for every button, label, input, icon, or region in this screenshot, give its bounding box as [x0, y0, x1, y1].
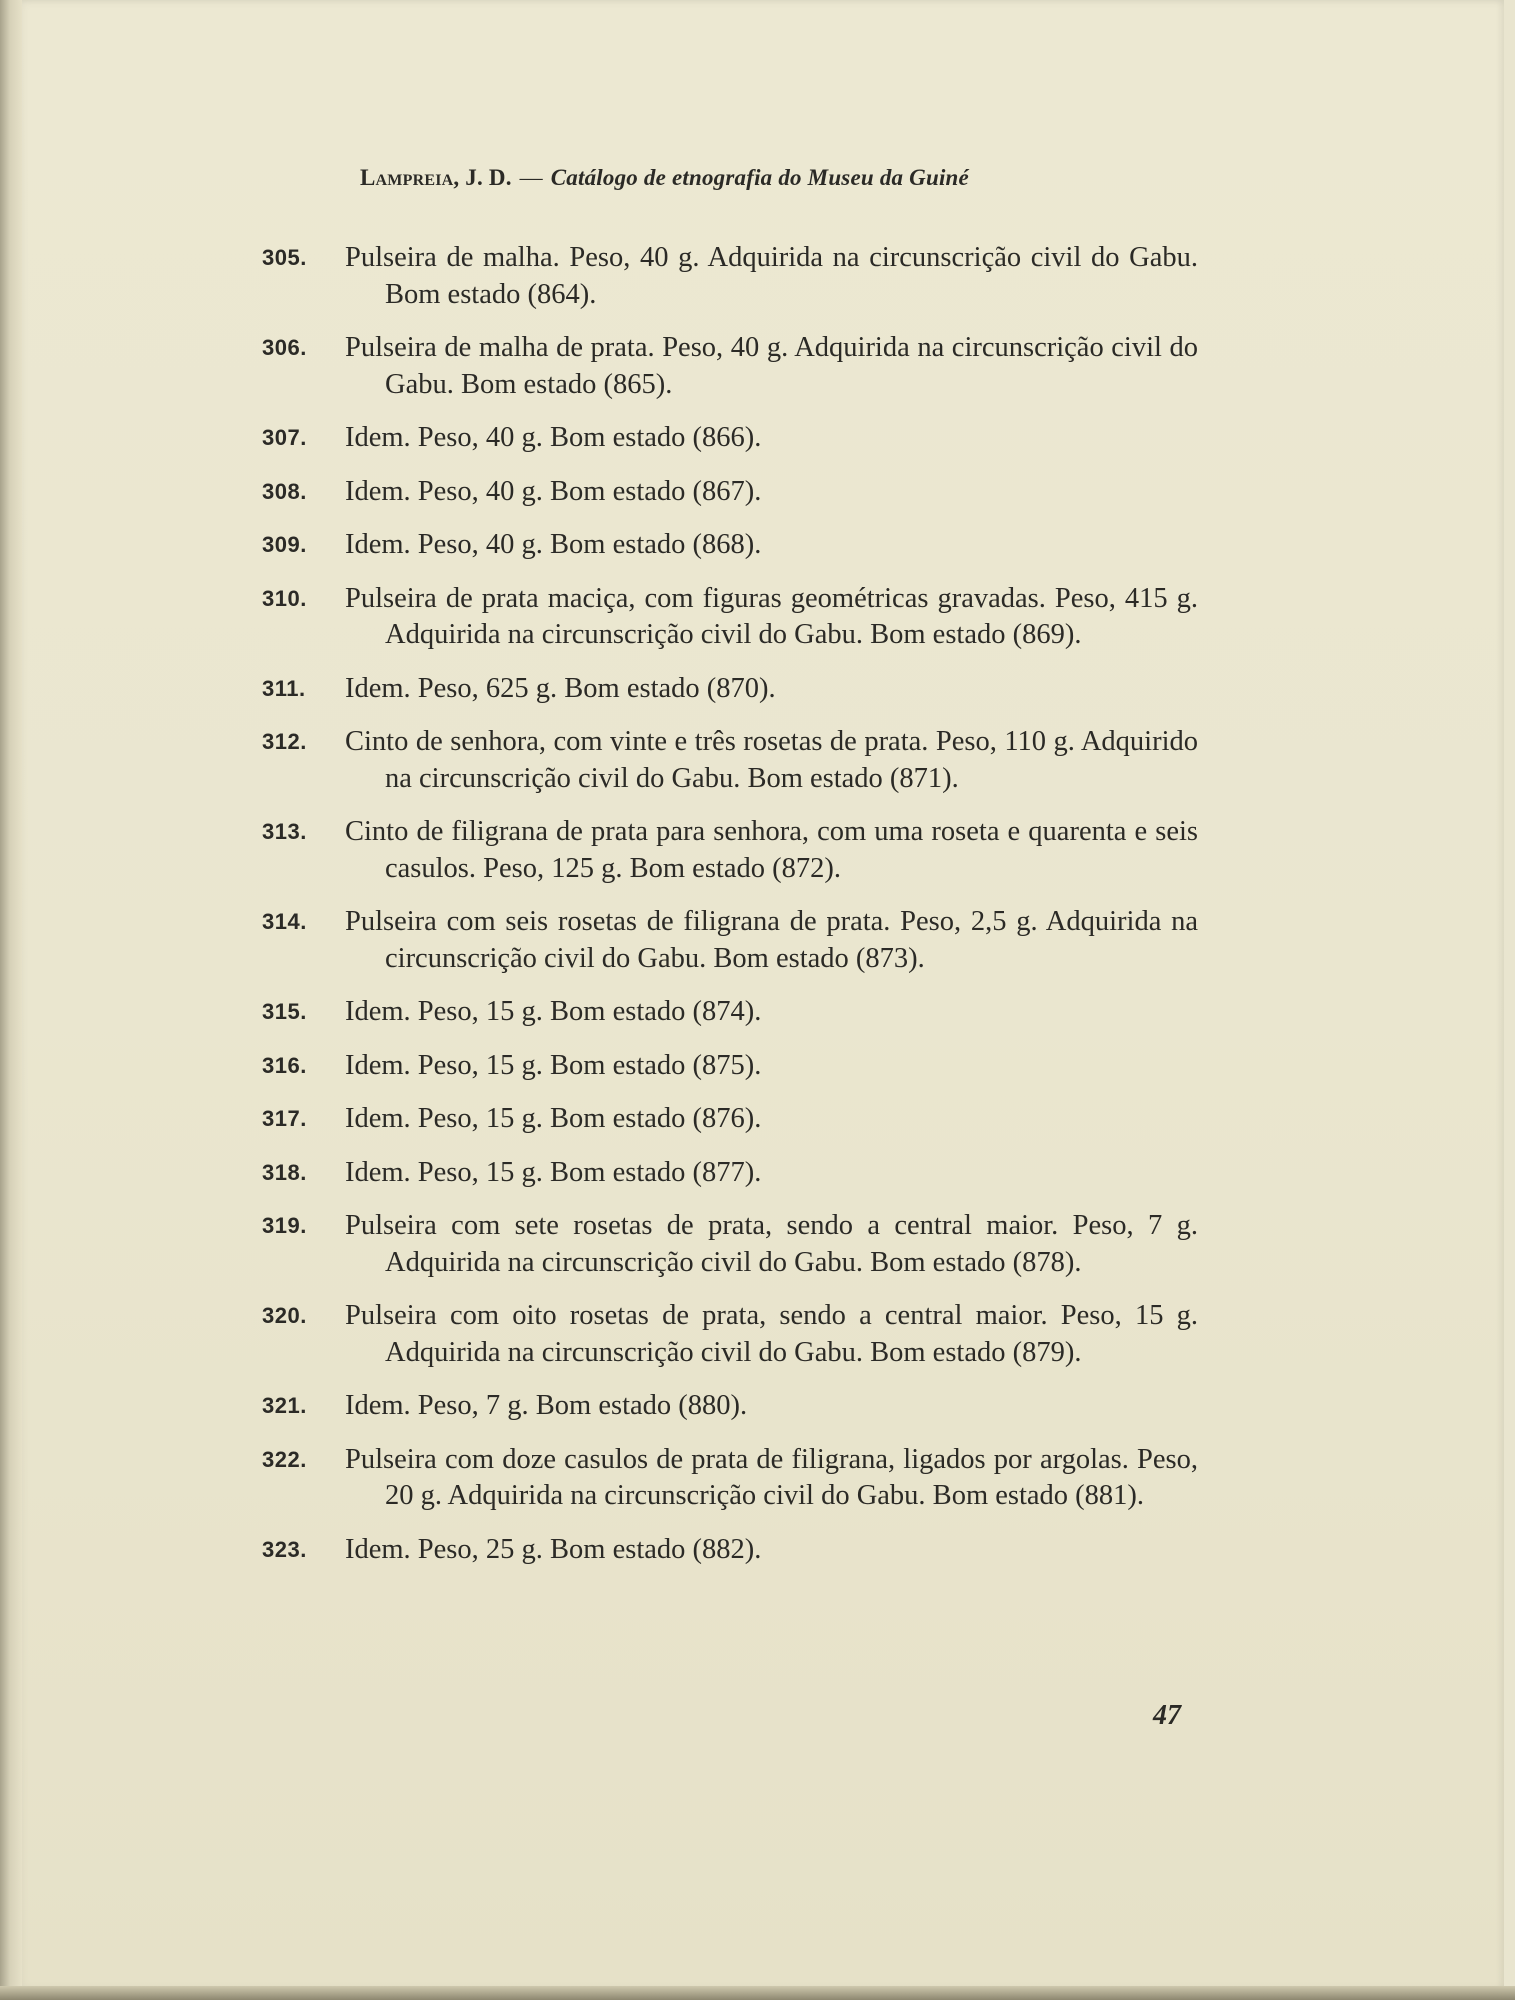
catalog-entry [258, 474, 1198, 511]
catalog-entry [258, 330, 1198, 403]
catalog-entry [258, 994, 1198, 1031]
entry-text: Idem. Peso, 15 g. Bom estado (876). [345, 1103, 762, 1134]
entry-number: 313. [262, 819, 307, 844]
entry-number: 320. [262, 1303, 307, 1328]
entry-text: Pulseira com oito rosetas de prata, sendo a central maior. Peso, 15 g. Adquirida na circunscrição civil do Gabu. Bom estado (879). [345, 1300, 1198, 1368]
catalog-entry [258, 420, 1198, 457]
entry-text: Idem. Peso, 15 g. Bom estado (874). [345, 996, 762, 1027]
entry-number: 323. [262, 1536, 307, 1562]
running-header [360, 165, 1090, 191]
entry-number: 306. [262, 335, 307, 360]
header-author: Lampreia, J. D. [360, 165, 512, 190]
entry-number: 318. [262, 1159, 307, 1185]
header-separator: — [519, 165, 543, 190]
entry-text: Pulseira de prata maciça, com figuras geométricas gravadas. Peso, 415 g. Adquirida na circunscrição civil do Gabu. Bom estado (869). [345, 582, 1198, 650]
entry-text: Idem. Peso, 40 g. Bom estado (868). [345, 529, 762, 560]
entry-text: Idem. Peso, 7 g. Bom estado (880). [345, 1390, 748, 1421]
entry-number: 314. [262, 909, 307, 934]
entry-text: Idem. Peso, 15 g. Bom estado (875). [345, 1049, 762, 1081]
catalog-entry [258, 904, 1198, 977]
entry-text: Pulseira de malha de prata. Peso, 40 g. Adquirida na circunscrição civil do Gabu. Bom estado (865). [345, 332, 1198, 400]
catalog-entries [258, 240, 1198, 1585]
entry-number: 309. [262, 532, 307, 557]
catalog-entry [258, 814, 1198, 887]
entry-text: Cinto de senhora, com vinte e três rosetas de prata. Peso, 110 g. Adquirido na circunscrição civil do Gabu. Bom estado (871). [345, 726, 1198, 794]
catalog-entry [258, 1532, 1198, 1569]
entry-text: Idem. Peso, 40 g. Bom estado (867). [345, 475, 762, 507]
entry-text: Idem. Peso, 15 g. Bom estado (877). [345, 1156, 762, 1188]
entry-number: 319. [262, 1213, 307, 1238]
entry-number: 308. [262, 478, 307, 504]
entry-number: 312. [262, 729, 307, 754]
catalog-entry [258, 1101, 1198, 1138]
entry-number: 317. [262, 1106, 307, 1131]
catalog-entry [258, 724, 1198, 797]
entry-number: 307. [262, 425, 307, 450]
entry-text: Pulseira com doze casulos de prata de filigrana, ligados por argolas. Peso, 20 g. Adquirida na circunscrição civil do Gabu. Bom estado (881). [345, 1443, 1198, 1511]
catalog-entry [258, 1048, 1198, 1085]
entry-text: Idem. Peso, 40 g. Bom estado (866). [345, 422, 762, 453]
catalog-entry [258, 671, 1198, 708]
entry-number: 316. [262, 1052, 307, 1078]
catalog-entry [258, 527, 1198, 564]
entry-number: 322. [262, 1446, 307, 1472]
header-title: Catálogo de etnografia do Museu da Guiné [550, 165, 969, 190]
entry-text: Pulseira com sete rosetas de prata, sendo a central maior. Peso, 7 g. Adquirida na circunscrição civil do Gabu. Bom estado (878). [345, 1210, 1198, 1278]
entry-text: Idem. Peso, 25 g. Bom estado (882). [345, 1533, 762, 1565]
catalog-entry [258, 1155, 1198, 1192]
catalog-entry [258, 240, 1198, 313]
entry-text: Pulseira de malha. Peso, 40 g. Adquirida na circunscrição civil do Gabu. Bom estado (864). [345, 242, 1198, 310]
page-bottom-edge [0, 1986, 1515, 2000]
entry-number: 305. [262, 245, 307, 270]
catalog-entry [258, 1298, 1198, 1371]
entry-text: Idem. Peso, 625 g. Bom estado (870). [345, 672, 776, 704]
catalog-entry [258, 1388, 1198, 1425]
entry-number: 310. [262, 585, 307, 611]
book-spine-shadow [0, 0, 22, 2000]
catalog-entry [258, 1208, 1198, 1281]
entry-number: 315. [262, 999, 307, 1024]
entry-text: Pulseira com seis rosetas de filigrana de prata. Peso, 2,5 g. Adquirida na circunscrição civil do Gabu. Bom estado (873). [345, 906, 1198, 974]
entry-number: 311. [262, 675, 306, 701]
catalog-entry [258, 581, 1198, 654]
catalog-entry [258, 1442, 1198, 1515]
page-number: 47 [1153, 1700, 1181, 1731]
entry-number: 321. [262, 1393, 307, 1418]
entry-text: Cinto de filigrana de prata para senhora, com uma roseta e quarenta e seis casulos. Peso, 125 g. Bom estado (872). [345, 816, 1198, 884]
